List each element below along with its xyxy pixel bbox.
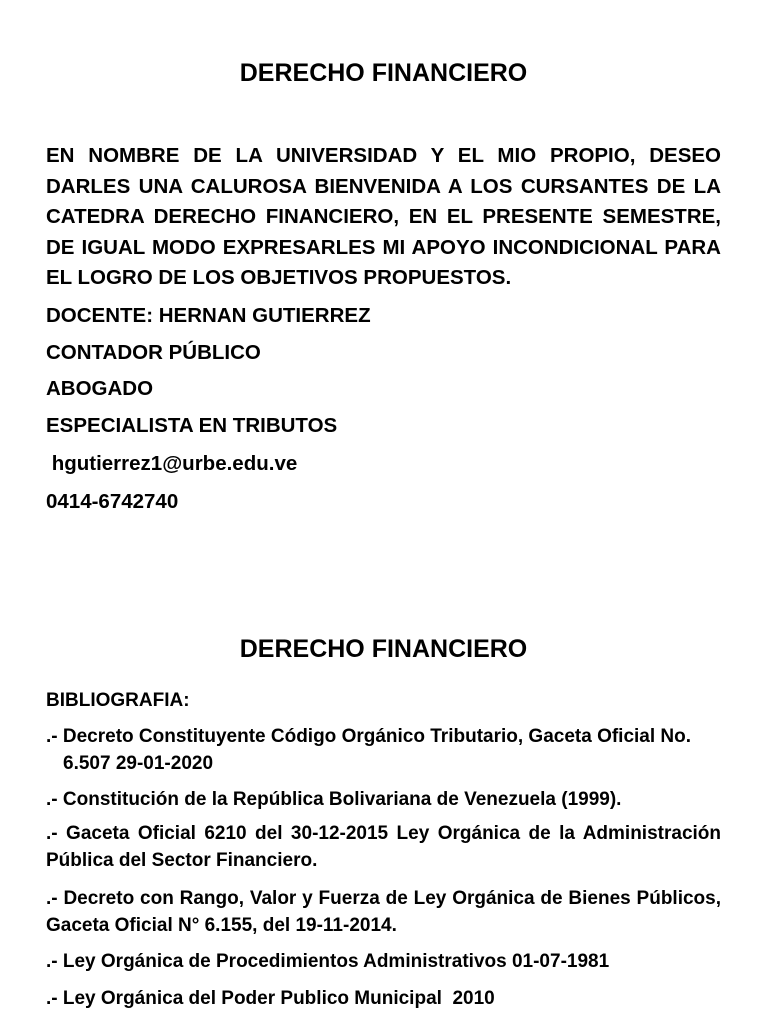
bibliography-item-4 <box>46 885 721 939</box>
bibliography-item-6 <box>46 985 721 1012</box>
title-contador: CONTADOR PÚBLICO <box>46 341 261 364</box>
bibliography-item-2 <box>46 786 721 813</box>
slide-1 <box>46 58 721 88</box>
bibliography-item-1 <box>46 723 721 777</box>
welcome-paragraph: EN NOMBRE DE LA UNIVERSIDAD Y EL MIO PROPIO, DESEO DARLES UNA CALUROSA BIENVENIDA A LOS CURSANTES DE LA CATEDRA DERECHO FINANCIERO, EN EL PRESENTE SEMESTRE, DE IGUAL MODO EXPRESARLES MI APOYO INCONDICIONAL PARA EL LOGRO DE LOS OBJETIVOS PROPUESTOS. <box>46 144 721 289</box>
slide-2 <box>46 634 721 664</box>
teacher-title-2 <box>46 374 721 404</box>
phone-line: 0414-6742740 <box>46 490 179 513</box>
list-item: .- Ley Orgánica de Procedimientos Administrativos 01-07-1981 <box>46 951 610 972</box>
contact-email <box>46 449 721 479</box>
teacher-title-1 <box>46 338 721 368</box>
slide-1-title: DERECHO FINANCIERO <box>239 59 528 87</box>
list-item: .- Decreto Constituyente Código Orgánico Tributario, Gaceta Oficial No. 6.507 29-01-2020 <box>46 726 692 774</box>
slide-2-title: DERECHO FINANCIERO <box>239 635 528 663</box>
list-item: .- Gaceta Oficial 6210 del 30-12-2015 Ley Orgánica de la Administración Pública del Sector Financiero. <box>46 823 721 871</box>
bibliography-item-5 <box>46 948 721 975</box>
bibliography-heading: BIBLIOGRAFIA: <box>46 690 190 711</box>
title-abogado: ABOGADO <box>46 377 154 400</box>
list-item: .- Decreto con Rango, Valor y Fuerza de Ley Orgánica de Bienes Públicos, Gaceta Oficial N° 6.155, del 19-11-2014. <box>46 888 721 936</box>
contact-phone <box>46 487 721 517</box>
bibliography-item-3 <box>46 820 721 874</box>
list-item: .- Ley Orgánica del Poder Publico Municipal 2010 <box>46 988 495 1009</box>
bibliography-heading-row <box>46 688 721 714</box>
email-line: hgutierrez1@urbe.edu.ve <box>46 452 298 475</box>
intro-block <box>46 141 721 294</box>
docente-line: DOCENTE: HERNAN GUTIERREZ <box>46 304 371 327</box>
teacher-title-3 <box>46 411 721 441</box>
teacher-info <box>46 301 721 331</box>
list-item: .- Constitución de la República Bolivariana de Venezuela (1999). <box>46 789 622 810</box>
title-especialista: ESPECIALISTA EN TRIBUTOS <box>46 414 338 437</box>
